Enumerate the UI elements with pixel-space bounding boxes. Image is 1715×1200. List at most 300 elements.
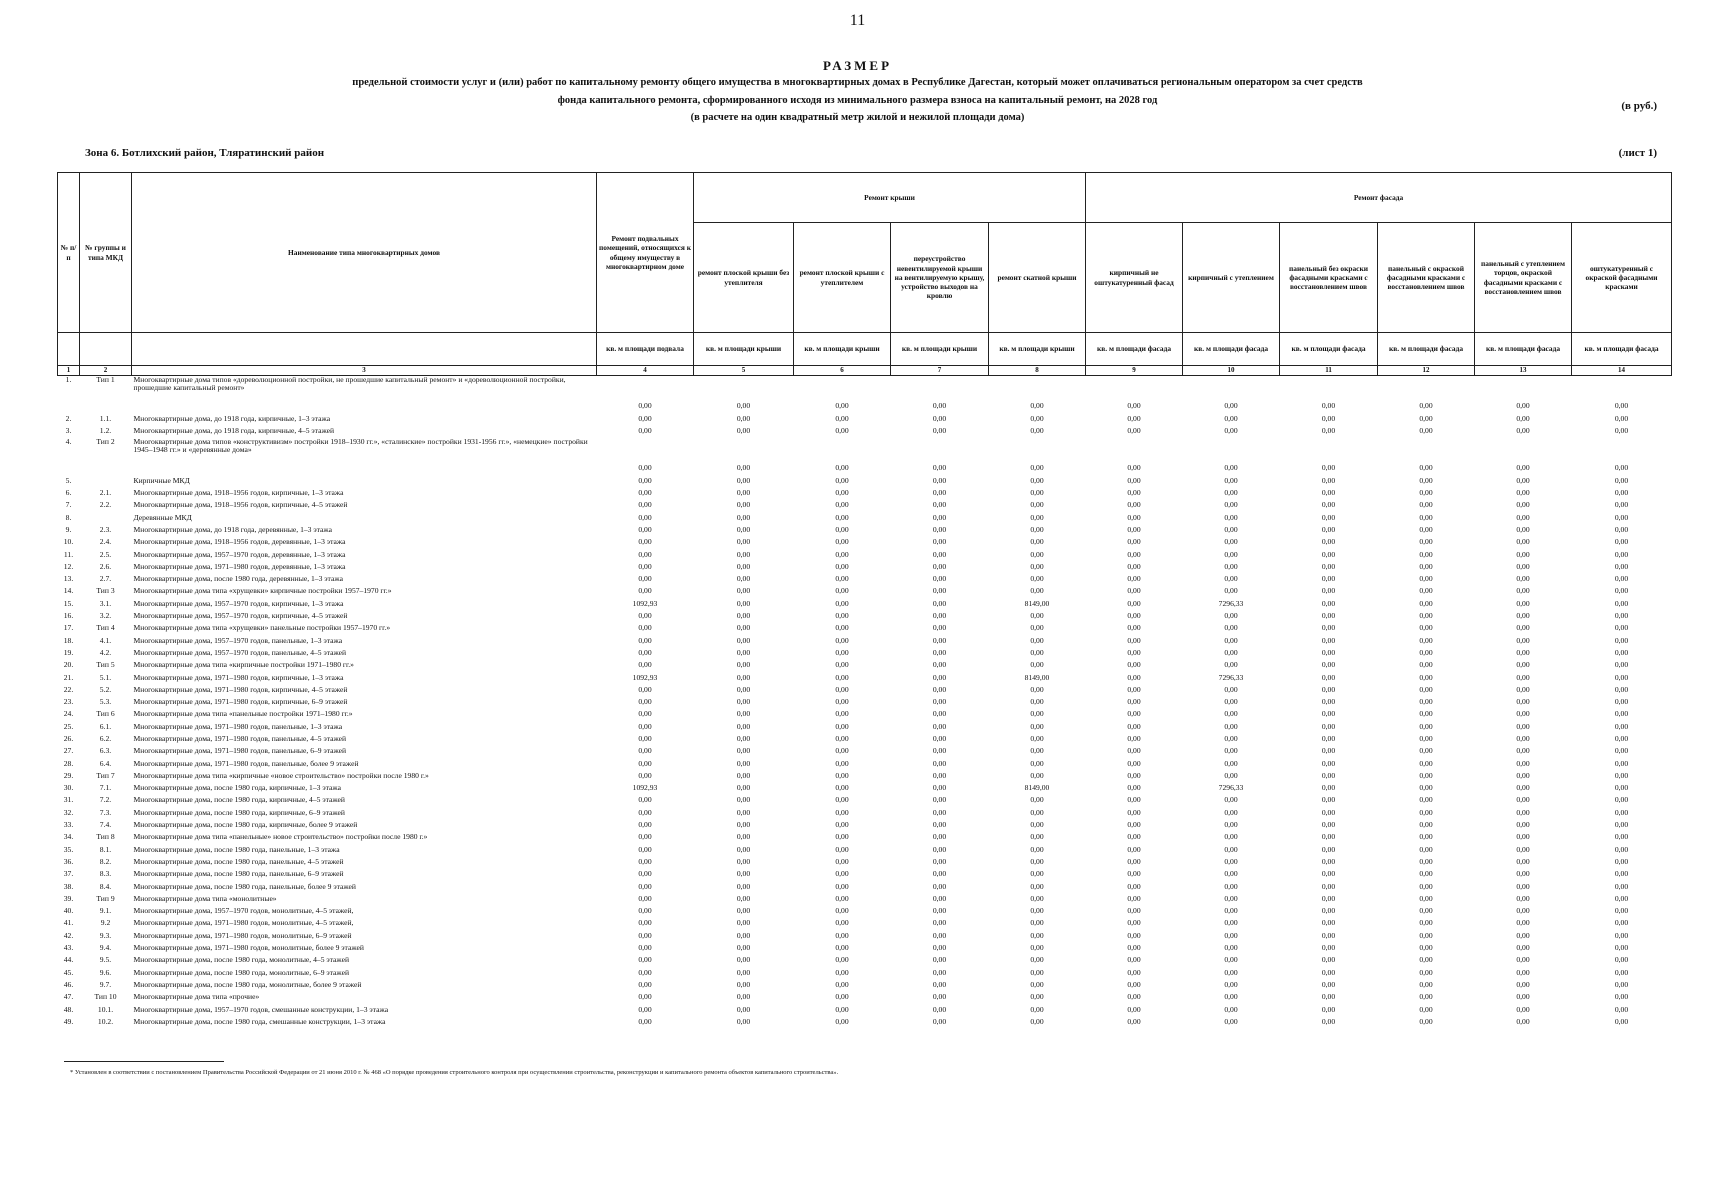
row-value: 0,00 [1419, 647, 1433, 657]
row-name: Многоквартирные дома типов «конструктивизм» постройки 1918–1930 гг.», «сталинские» постройки 1931-1956 гг.», «немецкие» постройки 1945–1948 гг.» и «деревянные дома» [133, 437, 588, 454]
header-unit: кв. м площади фасада [1378, 333, 1475, 366]
row-value: 0,00 [1614, 598, 1629, 608]
row-value: 0,00 [1030, 856, 1044, 866]
row-value: 0,00 [736, 500, 751, 510]
row-value: 0,00 [1127, 623, 1141, 633]
row-value: 0,00 [1321, 979, 1336, 989]
row-value: 0,00 [835, 955, 849, 965]
column-number: 10 [1183, 366, 1280, 376]
row-value: 0,00 [1516, 820, 1530, 830]
row-value: 0,00 [1127, 709, 1141, 719]
header-basement: Ремонт подвальных помещений, относящихся к общему имуществу в многоквартирном доме [597, 173, 694, 333]
row-value: 0,00 [1030, 967, 1044, 977]
row-value: 0,00 [1321, 500, 1336, 510]
table-row [58, 930, 1672, 942]
header-unit: кв. м площади крыши [989, 333, 1086, 366]
row-value: 0,00 [932, 414, 947, 424]
row-value: 0,00 [736, 943, 751, 953]
row-value: 0,00 [736, 992, 751, 1002]
row-value: 0,00 [1127, 844, 1141, 854]
table-row [58, 524, 1672, 536]
row-value: 0,00 [1224, 635, 1238, 645]
row-value: 0,00 [1419, 844, 1433, 854]
row-value: 0,00 [1030, 500, 1044, 510]
row-value: 0,00 [1516, 561, 1530, 571]
row-value: 0,00 [1614, 721, 1629, 731]
row-value: 0,00 [1224, 979, 1238, 989]
row-value: 0,00 [1030, 426, 1044, 436]
row-value: 0,00 [1614, 401, 1629, 411]
row-number: 4. [65, 437, 72, 446]
row-value: 0,00 [736, 401, 751, 411]
row-value: 0,00 [1419, 697, 1433, 707]
row-group: 9.7. [99, 979, 112, 989]
row-value: 0,00 [736, 524, 751, 534]
row-value: 0,00 [1516, 1016, 1530, 1026]
header-unit: кв. м площади фасада [1475, 333, 1572, 366]
row-value: 0,00 [1419, 672, 1433, 682]
column-number: 14 [1572, 366, 1672, 376]
row-value: 0,00 [1614, 783, 1629, 793]
row-value: 0,00 [1614, 955, 1629, 965]
row-value: 7296,33 [1218, 672, 1244, 682]
row-value: 0,00 [932, 844, 947, 854]
row-value: 0,00 [736, 1004, 751, 1014]
row-number: 33. [63, 820, 74, 830]
row-group: Тип 10 [94, 992, 117, 1002]
row-value: 0,00 [1516, 733, 1530, 743]
row-name: Многоквартирные дома, 1957–1970 годов, кирпичные, 4–5 этажей [133, 611, 348, 621]
row-value: 0,00 [1614, 635, 1629, 645]
row-value: 0,00 [835, 414, 849, 424]
row-value: 0,00 [1419, 783, 1433, 793]
row-value: 0,00 [932, 856, 947, 866]
zone-label: Зона 6. Ботлихский район, Тляратинский район [85, 147, 325, 159]
row-value: 0,00 [1127, 746, 1141, 756]
row-value: 0,00 [1030, 1016, 1044, 1026]
row-value: 0,00 [835, 906, 849, 916]
table-row [58, 647, 1672, 659]
table-row [58, 954, 1672, 966]
row-value: 0,00 [736, 721, 751, 731]
row-value: 0,00 [736, 967, 751, 977]
header-num: № п/п [58, 173, 80, 333]
row-value: 0,00 [1516, 672, 1530, 682]
row-value: 0,00 [1321, 955, 1336, 965]
row-value: 0,00 [932, 746, 947, 756]
row-value: 0,00 [835, 611, 849, 621]
row-value: 0,00 [932, 537, 947, 547]
row-value: 0,00 [835, 500, 849, 510]
row-value: 0,00 [932, 820, 947, 830]
row-value: 0,00 [932, 401, 947, 411]
row-number: 37. [63, 869, 74, 879]
row-value: 0,00 [1614, 856, 1629, 866]
row-value: 0,00 [736, 623, 751, 633]
row-number: 38. [63, 881, 74, 891]
row-value: 0,00 [1419, 1016, 1433, 1026]
row-value: 0,00 [1614, 1016, 1629, 1026]
row-value: 0,00 [932, 943, 947, 953]
table-row [58, 917, 1672, 929]
row-value: 0,00 [1224, 746, 1238, 756]
table-row [58, 536, 1672, 548]
row-value: 0,00 [1516, 1004, 1530, 1014]
row-value: 0,00 [638, 1016, 652, 1026]
row-value: 0,00 [638, 684, 652, 694]
row-value: 0,00 [1614, 623, 1629, 633]
row-value: 0,00 [638, 770, 652, 780]
row-value: 0,00 [1614, 574, 1629, 584]
row-value: 0,00 [932, 574, 947, 584]
row-value: 0,00 [1224, 930, 1238, 940]
row-number: 18. [63, 635, 74, 645]
row-group: 7.3. [99, 807, 112, 817]
row-name: Многоквартирные дома, после 1980 года, кирпичные, более 9 этажей [133, 820, 358, 830]
row-value: 0,00 [932, 795, 947, 805]
row-value: 0,00 [1030, 660, 1044, 670]
row-value: 0,00 [1127, 524, 1141, 534]
table-row [58, 745, 1672, 757]
row-group [80, 475, 132, 487]
row-value: 0,00 [1030, 524, 1044, 534]
row-value: 0,00 [1516, 844, 1530, 854]
row-name: Многоквартирные дома типа «панельные» новое строительство» постройки после 1980 г.» [133, 832, 428, 842]
row-value: 0,00 [1321, 598, 1336, 608]
row-value: 0,00 [1516, 475, 1530, 485]
row-value: 0,00 [1614, 930, 1629, 940]
row-value: 0,00 [1030, 844, 1044, 854]
row-value: 0,00 [1224, 623, 1238, 633]
row-group: 9.6. [99, 967, 112, 977]
header-facade-col: панельный с окраской фасадными красками с восстановлением швов [1378, 223, 1475, 333]
row-value: 0,00 [1224, 893, 1238, 903]
row-value: 0,00 [1030, 832, 1044, 842]
row-value: 0,00 [1321, 943, 1336, 953]
row-value: 0,00 [1614, 672, 1629, 682]
row-value: 0,00 [1030, 881, 1044, 891]
cost-table [57, 172, 1672, 1028]
row-value: 0,00 [1127, 930, 1141, 940]
row-value: 0,00 [932, 955, 947, 965]
row-number: 2. [65, 414, 72, 424]
row-value: 0,00 [638, 549, 652, 559]
row-value: 0,00 [1321, 401, 1336, 411]
header-unit: кв. м площади крыши [891, 333, 989, 366]
row-value: 0,00 [1321, 537, 1336, 547]
row-value: 0,00 [1321, 549, 1336, 559]
row-name: Многоквартирные дома, до 1918 года, деревянные, 1–3 этажа [133, 524, 333, 534]
row-value: 0,00 [1419, 537, 1433, 547]
header-facade-col: кирпичный не оштукатуренный фасад [1086, 223, 1183, 333]
row-value: 0,00 [736, 783, 751, 793]
row-value: 0,00 [835, 943, 849, 953]
table-row [58, 782, 1672, 794]
row-group: 2.2. [99, 500, 112, 510]
row-name: Многоквартирные дома, после 1980 года, кирпичные, 6–9 этажей [133, 807, 345, 817]
row-value: 0,00 [1419, 770, 1433, 780]
row-group: Тип 2 [96, 437, 115, 446]
row-group: 3.2. [99, 611, 112, 621]
row-group: 5.2. [99, 684, 112, 694]
row-value: 0,00 [638, 943, 652, 953]
row-value: 0,00 [1127, 414, 1141, 424]
row-value: 0,00 [835, 697, 849, 707]
header-facade-col: панельный с утеплением торцов, окраской фасадными красками с восстановлением швов [1475, 223, 1572, 333]
row-value: 0,00 [932, 549, 947, 559]
row-value: 0,00 [1224, 795, 1238, 805]
row-value: 0,00 [1127, 733, 1141, 743]
row-name: Деревянные МКД [133, 512, 192, 522]
table-row [58, 708, 1672, 720]
row-number: 30. [63, 783, 74, 793]
column-number: 7 [891, 366, 989, 376]
row-value: 0,00 [1614, 462, 1629, 472]
row-value: 0,00 [1030, 733, 1044, 743]
row-number: 26. [63, 733, 74, 743]
row-group: 7.2. [99, 795, 112, 805]
row-value: 0,00 [835, 549, 849, 559]
table-row [58, 573, 1672, 585]
row-group: 10.1. [97, 1004, 114, 1014]
row-name: Многоквартирные дома, 1971–1980 годов, кирпичные, 6–9 этажей [133, 697, 348, 707]
row-value: 0,00 [1614, 426, 1629, 436]
row-value: 0,00 [932, 992, 947, 1002]
row-value: 0,00 [1030, 414, 1044, 424]
row-value: 0,00 [736, 462, 751, 472]
row-value: 0,00 [1224, 709, 1238, 719]
row-group: 1.1. [99, 414, 112, 424]
table-row [58, 1016, 1672, 1028]
row-value: 0,00 [1127, 967, 1141, 977]
row-group: Тип 7 [96, 770, 115, 780]
header-facade-col: кирпичный с утеплением [1183, 223, 1280, 333]
row-value: 0,00 [638, 795, 652, 805]
row-value: 0,00 [1127, 856, 1141, 866]
row-name: Многоквартирные дома, 1971–1980 годов, панельные, более 9 этажей [133, 758, 359, 768]
row-value: 0,00 [1516, 918, 1530, 928]
row-value: 0,00 [1030, 401, 1044, 411]
row-number: 25. [63, 721, 74, 731]
row-name: Многоквартирные дома, 1971–1980 годов, монолитные, более 9 этажей [133, 943, 364, 953]
table-row [58, 598, 1672, 610]
row-value: 0,00 [1030, 462, 1044, 472]
row-value: 0,00 [1516, 611, 1530, 621]
row-value: 0,00 [1127, 881, 1141, 891]
row-value: 0,00 [1321, 635, 1336, 645]
sheet-label: (лист 1) [1618, 147, 1657, 159]
row-value: 0,00 [1030, 820, 1044, 830]
row-value: 0,00 [1127, 635, 1141, 645]
row-value: 0,00 [736, 414, 751, 424]
row-value: 0,00 [835, 733, 849, 743]
row-value: 0,00 [932, 426, 947, 436]
row-group [80, 511, 132, 523]
row-value: 0,00 [1321, 524, 1336, 534]
header-unit: кв. м площади крыши [694, 333, 794, 366]
row-value: 1092,93 [632, 783, 658, 793]
row-group: 10.2. [97, 1016, 114, 1026]
row-value: 0,00 [1321, 488, 1336, 498]
table-row [58, 634, 1672, 646]
row-value: 0,00 [1419, 906, 1433, 916]
row-value: 0,00 [835, 1004, 849, 1014]
row-value: 0,00 [1127, 783, 1141, 793]
row-value: 0,00 [1419, 414, 1433, 424]
row-value: 0,00 [835, 918, 849, 928]
row-value: 0,00 [1030, 807, 1044, 817]
row-name: Многоквартирные дома, 1971–1980 годов, панельные, 4–5 этажей [133, 733, 347, 743]
row-group: 2.5. [99, 549, 112, 559]
table-row [58, 413, 1672, 425]
document-subtitle-line-3: (в расчете на один квадратный метр жилой и нежилой площади дома) [690, 112, 1025, 123]
column-number: 8 [989, 366, 1086, 376]
row-value: 0,00 [736, 770, 751, 780]
row-value: 0,00 [1516, 992, 1530, 1002]
row-value: 0,00 [1321, 733, 1336, 743]
row-value: 0,00 [1419, 758, 1433, 768]
row-value: 0,00 [835, 881, 849, 891]
row-value: 0,00 [1419, 462, 1433, 472]
row-value: 0,00 [638, 906, 652, 916]
row-value: 0,00 [835, 1016, 849, 1026]
row-value: 0,00 [1127, 893, 1141, 903]
row-value: 0,00 [1419, 893, 1433, 903]
row-name: Многоквартирные дома типа «панельные постройки 1971–1980 гг.» [133, 709, 353, 719]
row-group: 4.1. [99, 635, 112, 645]
row-value: 0,00 [1614, 844, 1629, 854]
column-number: 3 [132, 366, 597, 376]
row-group: 8.1. [99, 844, 112, 854]
row-group: 2.4. [99, 537, 112, 547]
row-value: 0,00 [1030, 549, 1044, 559]
row-value: 0,00 [835, 967, 849, 977]
row-value: 0,00 [1614, 537, 1629, 547]
row-number: 1. [65, 375, 72, 384]
table-row [58, 991, 1672, 1003]
row-value: 0,00 [1321, 992, 1336, 1002]
row-value: 0,00 [638, 930, 652, 940]
row-value: 0,00 [835, 770, 849, 780]
row-value: 0,00 [1419, 574, 1433, 584]
row-number: 43. [63, 943, 74, 953]
row-group: Тип 4 [96, 623, 115, 633]
row-value: 0,00 [932, 647, 947, 657]
row-name: Многоквартирные дома, 1957–1970 годов, монолитные, 4–5 этажей, [133, 906, 354, 916]
row-number: 20. [63, 660, 74, 670]
row-value: 0,00 [1224, 992, 1238, 1002]
row-value: 0,00 [1516, 807, 1530, 817]
row-value: 0,00 [1030, 488, 1044, 498]
row-value: 0,00 [736, 856, 751, 866]
row-value: 0,00 [835, 623, 849, 633]
row-value: 0,00 [1224, 524, 1238, 534]
table-row [58, 671, 1672, 683]
row-value: 0,00 [835, 758, 849, 768]
row-value: 0,00 [932, 807, 947, 817]
row-value: 0,00 [638, 844, 652, 854]
row-value: 0,00 [1516, 770, 1530, 780]
row-group: Тип 1 [96, 375, 115, 384]
row-group: 7.1. [99, 783, 112, 793]
row-value: 0,00 [1224, 414, 1238, 424]
row-value: 0,00 [1516, 943, 1530, 953]
row-name: Кирпичные МКД [133, 475, 190, 485]
row-value: 0,00 [1614, 709, 1629, 719]
row-number: 44. [63, 955, 74, 965]
row-value: 0,00 [1614, 807, 1629, 817]
row-value: 0,00 [932, 832, 947, 842]
row-value: 0,00 [1516, 500, 1530, 510]
row-number: 47. [63, 992, 74, 1002]
row-name: Многоквартирные дома, после 1980 года, смешанные конструкции, 1–3 этажа [133, 1016, 386, 1026]
row-number: 9. [65, 524, 72, 534]
row-value: 8149,00 [1024, 598, 1050, 608]
row-group: 8.3. [99, 869, 112, 879]
header-roof-col: ремонт плоской крыши с утеплителем [794, 223, 891, 333]
row-value: 0,00 [1127, 943, 1141, 953]
row-name: Многоквартирные дома типа «хрущевки» кирпичные постройки 1957–1970 гг.» [133, 586, 392, 596]
row-value: 0,00 [932, 475, 947, 485]
table-row [58, 548, 1672, 560]
row-value: 0,00 [1419, 512, 1433, 522]
table-row [58, 770, 1672, 782]
row-value: 0,00 [1127, 770, 1141, 780]
row-number: 48. [63, 1004, 74, 1014]
row-name: Многоквартирные дома, 1971–1980 годов, панельные, 1–3 этажа [133, 721, 343, 731]
row-value: 0,00 [1127, 807, 1141, 817]
row-number: 13. [63, 574, 74, 584]
row-value: 0,00 [1224, 758, 1238, 768]
row-value: 0,00 [638, 979, 652, 989]
row-value: 0,00 [932, 930, 947, 940]
row-value: 0,00 [1516, 709, 1530, 719]
row-number: 36. [63, 856, 74, 866]
row-value: 0,00 [638, 512, 652, 522]
row-value: 1092,93 [632, 672, 658, 682]
row-value: 0,00 [932, 918, 947, 928]
row-value: 8149,00 [1024, 783, 1050, 793]
page-number: 11 [849, 12, 866, 29]
row-value: 0,00 [1516, 721, 1530, 731]
row-value: 0,00 [1516, 967, 1530, 977]
row-value: 0,00 [1516, 574, 1530, 584]
row-value: 0,00 [1030, 992, 1044, 1002]
row-value: 0,00 [1224, 684, 1238, 694]
row-value: 0,00 [1321, 512, 1336, 522]
row-group: 2.3. [99, 524, 112, 534]
header-unit: кв. м площади подвала [597, 333, 694, 366]
row-value: 0,00 [1321, 1016, 1336, 1026]
row-number: 27. [63, 746, 74, 756]
row-value: 0,00 [835, 586, 849, 596]
row-group: 8.4. [99, 881, 112, 891]
row-value: 0,00 [1419, 795, 1433, 805]
row-value: 0,00 [736, 574, 751, 584]
row-value: 0,00 [1419, 549, 1433, 559]
footnote-divider [64, 1061, 224, 1062]
row-value: 0,00 [835, 462, 849, 472]
row-value: 0,00 [1127, 586, 1141, 596]
table-row [58, 721, 1672, 733]
row-value: 0,00 [736, 709, 751, 719]
row-value: 0,00 [1614, 414, 1629, 424]
row-name: Многоквартирные дома, 1971–1980 годов, кирпичные, 1–3 этажа [133, 672, 344, 682]
row-value: 0,00 [1030, 537, 1044, 547]
row-value: 0,00 [736, 758, 751, 768]
row-value: 0,00 [1224, 820, 1238, 830]
row-value: 0,00 [932, 893, 947, 903]
